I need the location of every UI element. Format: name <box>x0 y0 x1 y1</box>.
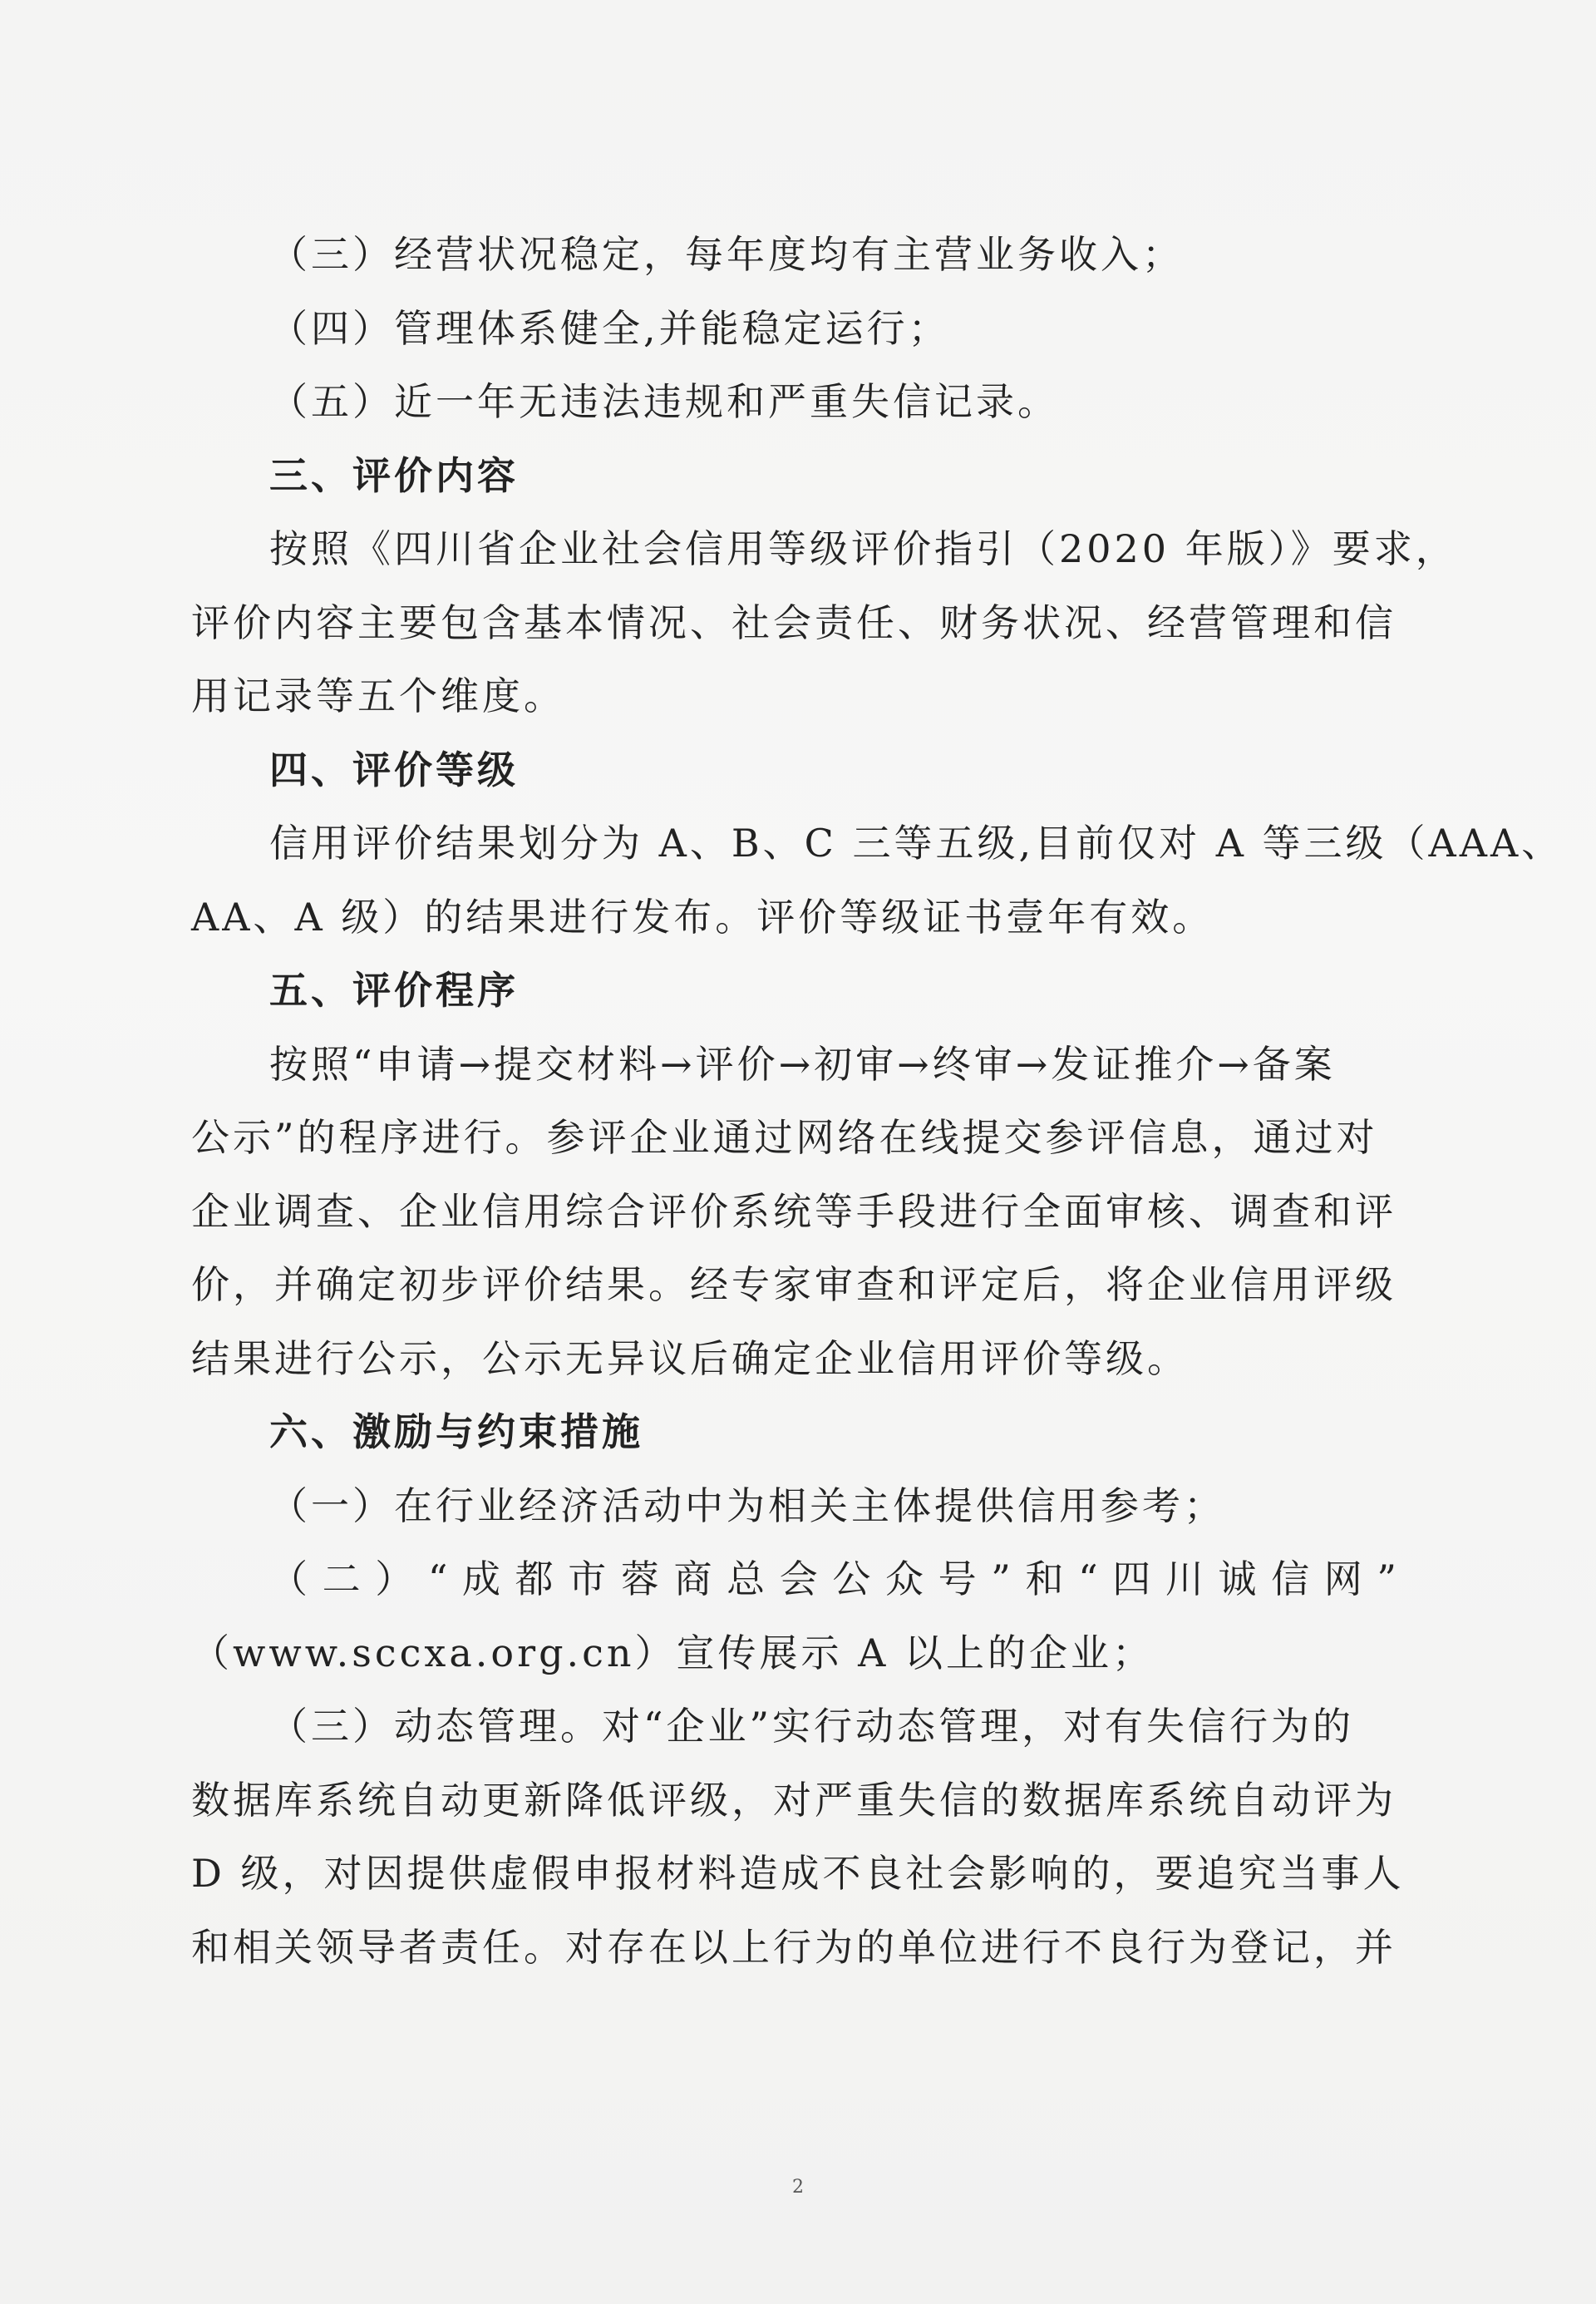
section-heading: 六、激励与约束措施 <box>269 1409 643 1454</box>
text-char: 号 <box>938 1557 977 1601</box>
text-char: “ <box>427 1557 448 1601</box>
text-line: 结果进行公示，公示无异议后确定企业信用评价等级。 <box>191 1335 1189 1381</box>
text-line: （五）近一年无违法违规和严重失信记录。 <box>269 379 1059 424</box>
text-line: D 级，对因提供虚假申报材料造成不良社会影响的，要追究当事人 <box>191 1851 1405 1896</box>
text-line: 信用评价结果划分为 A、B、C 三等五级,目前仅对 A 等三级（AAA、 <box>269 821 1564 866</box>
text-char: 二 <box>322 1557 361 1601</box>
text-char: 蓉 <box>620 1557 659 1601</box>
section-heading: 五、评价程序 <box>269 968 519 1013</box>
text-line: 按照《四川省企业社会信用等级评价指引（2020 年版）》要求， <box>269 526 1457 571</box>
text-line: 价，并确定初步评价结果。经专家审查和评定后，将企业信用评级 <box>191 1262 1396 1307</box>
text-char: 信 <box>1271 1557 1310 1601</box>
text-char: “ <box>1078 1557 1098 1601</box>
text-char: 市 <box>568 1557 607 1601</box>
section-heading: 四、评价等级 <box>269 747 519 792</box>
text-char: 诚 <box>1218 1557 1257 1601</box>
text-char: 网 <box>1323 1557 1362 1601</box>
text-char: ” <box>1377 1557 1396 1601</box>
text-line: （三）动态管理。对“企业”实行动态管理，对有失信行为的 <box>269 1704 1355 1749</box>
document-body <box>191 218 1564 1984</box>
text-char: 成 <box>462 1557 501 1601</box>
text-line: （四）管理体系健全,并能稳定运行； <box>269 305 950 351</box>
page-number: 2 <box>792 2177 804 2198</box>
text-line: 用记录等五个维度。 <box>191 673 565 718</box>
text-char: 总 <box>727 1557 766 1601</box>
text-char: 商 <box>673 1557 712 1601</box>
text-line: （一）在行业经济活动中为相关主体提供信用参考； <box>269 1483 1225 1528</box>
text-line: 公示”的程序进行。参评企业通过网络在线提交参评信息，通过对 <box>191 1115 1378 1160</box>
text-line: 企业调查、企业信用综合评价系统等手段进行全面审核、调查和评 <box>191 1188 1396 1234</box>
text-char: 四 <box>1112 1557 1151 1601</box>
text-char: ） <box>375 1557 414 1601</box>
section-heading: 三、评价内容 <box>269 452 519 498</box>
text-char: 公 <box>832 1557 871 1601</box>
text-line: AA、A 级）的结果进行发布。评价等级证书壹年有效。 <box>191 894 1214 940</box>
text-line: 评价内容主要包含基本情况、社会责任、财务状况、经营管理和信 <box>191 599 1396 645</box>
text-char: （ <box>269 1557 308 1601</box>
text-char: 和 <box>1025 1557 1064 1601</box>
text-line: 和相关领导者责任。对存在以上行为的单位进行不良行为登记，并 <box>191 1924 1396 1970</box>
text-char: 会 <box>779 1557 818 1601</box>
text-char: ” <box>991 1557 1011 1601</box>
text-char: 川 <box>1165 1557 1204 1601</box>
text-line <box>191 1542 1396 1616</box>
text-line: （www.sccxa.org.cn）宣传展示 A 以上的企业； <box>191 1630 1155 1675</box>
text-line: （三）经营状况稳定，每年度均有主营业务收入； <box>269 232 1184 277</box>
text-line: 数据库系统自动更新降低评级，对严重失信的数据库系统自动评为 <box>191 1777 1396 1823</box>
text-char: 都 <box>515 1557 554 1601</box>
text-line: 按照“申请→提交材料→评价→初审→终审→发证推介→备案 <box>269 1041 1336 1087</box>
text-char: 众 <box>885 1557 924 1601</box>
